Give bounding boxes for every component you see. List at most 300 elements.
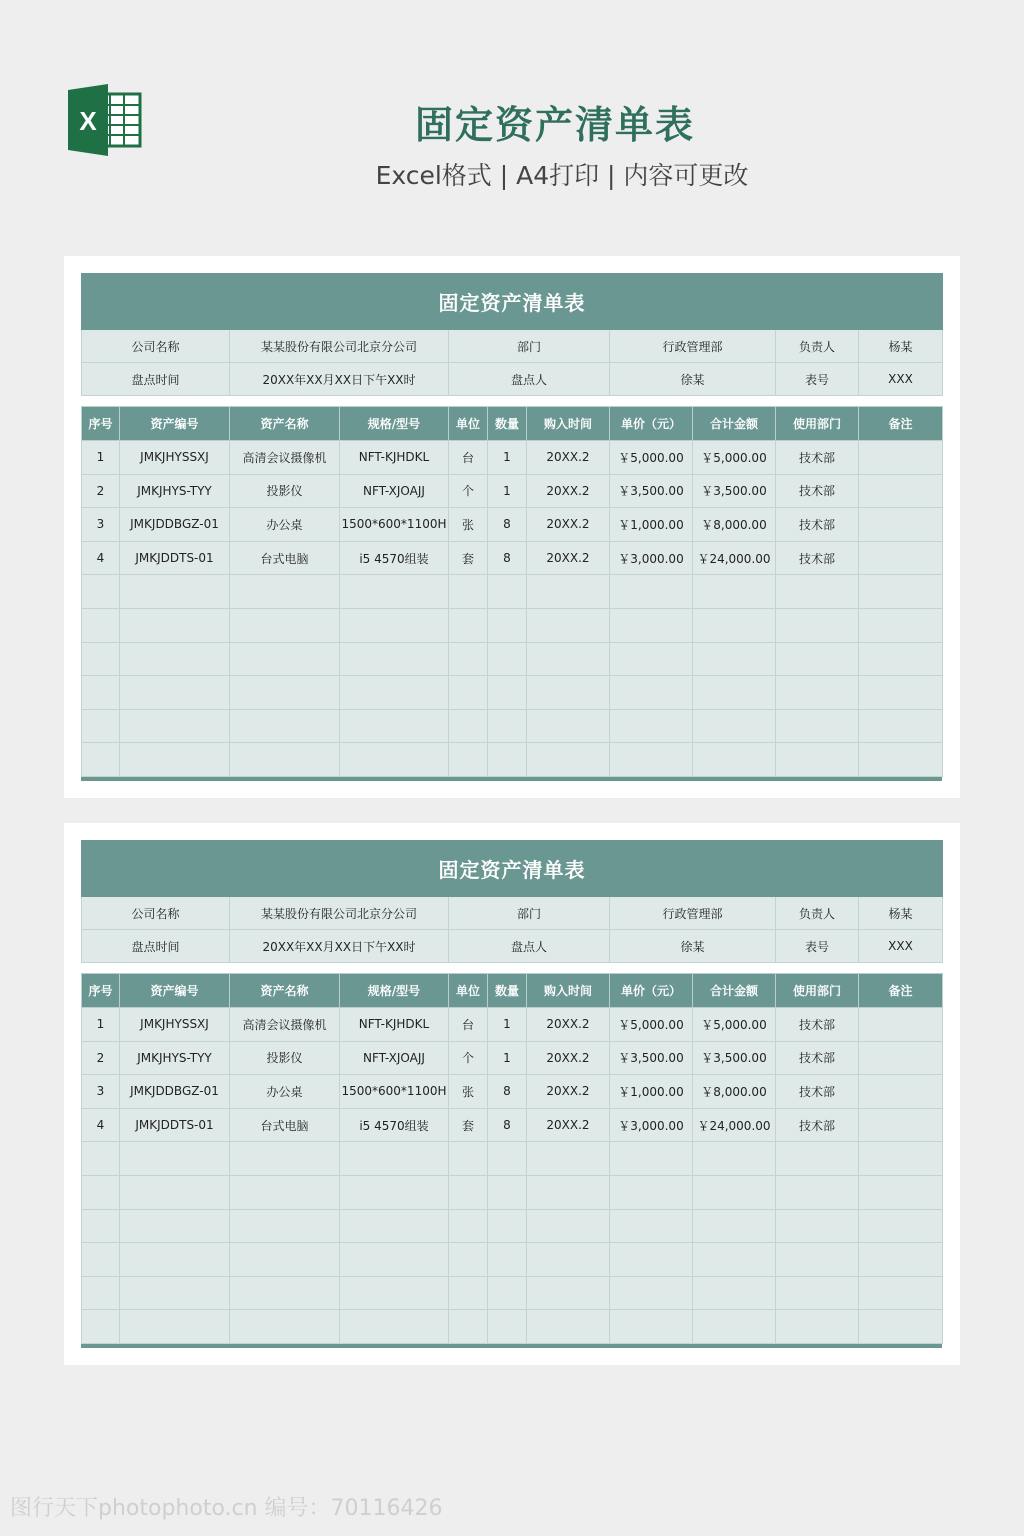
table-bottom-bar	[81, 1344, 942, 1348]
form-label: 表号	[776, 930, 859, 963]
column-header: 资产编号	[120, 974, 230, 1008]
table-cell[interactable]	[449, 1310, 488, 1344]
table-cell[interactable]	[859, 1310, 943, 1344]
company-label: 公司名称	[82, 897, 230, 930]
table-row	[82, 575, 943, 609]
table-cell[interactable]	[340, 1142, 449, 1176]
table-cell[interactable]	[776, 1209, 859, 1243]
table-cell[interactable]	[859, 508, 943, 542]
table-cell[interactable]	[859, 1075, 943, 1109]
column-header: 备注	[859, 407, 943, 441]
table-cell[interactable]	[527, 575, 610, 609]
table-cell[interactable]: NFT-XJOAJJ	[340, 474, 449, 508]
table-cell[interactable]	[82, 1142, 120, 1176]
table-cell[interactable]: NFT-KJHDKL	[340, 1008, 449, 1042]
sheet-card-2	[64, 823, 960, 1365]
time-value[interactable]: 20XX年XX月XX日下午XX时	[230, 363, 449, 396]
table-cell[interactable]: 投影仪	[230, 474, 340, 508]
table-cell[interactable]	[776, 1276, 859, 1310]
table-row	[82, 1209, 943, 1243]
table-cell[interactable]: 20XX.2	[527, 541, 610, 575]
table-cell[interactable]	[120, 642, 230, 676]
table-cell[interactable]	[449, 709, 488, 743]
table-cell[interactable]	[859, 1276, 943, 1310]
table-row	[82, 743, 943, 777]
table-cell[interactable]: ￥8,000.00	[693, 508, 776, 542]
table-cell[interactable]: 台式电脑	[230, 541, 340, 575]
table-cell[interactable]	[340, 1243, 449, 1277]
table-cell[interactable]: 1500*600*1100H	[340, 508, 449, 542]
table-cell[interactable]	[527, 709, 610, 743]
table-cell[interactable]: i5 4570组装	[340, 541, 449, 575]
info-table	[81, 273, 943, 396]
table-row	[82, 1008, 943, 1042]
table-cell[interactable]: 20XX.2	[527, 1041, 610, 1075]
column-header: 单位	[449, 407, 488, 441]
table-row	[82, 676, 943, 710]
table-cell[interactable]: 台式电脑	[230, 1108, 340, 1142]
table-cell[interactable]	[449, 1142, 488, 1176]
table-row	[82, 642, 943, 676]
dept-label: 部门	[449, 330, 610, 363]
table-cell[interactable]	[340, 1175, 449, 1209]
table-cell[interactable]	[610, 575, 693, 609]
table-cell[interactable]: 1	[488, 441, 527, 475]
table-row	[82, 1310, 943, 1344]
column-header: 单价（元）	[610, 407, 693, 441]
table-cell[interactable]	[776, 1142, 859, 1176]
table-cell[interactable]	[488, 743, 527, 777]
column-header: 购入时间	[527, 407, 610, 441]
table-cell[interactable]	[230, 1175, 340, 1209]
column-header: 备注	[859, 974, 943, 1008]
table-cell[interactable]: 张	[449, 508, 488, 542]
table-cell[interactable]	[859, 743, 943, 777]
table-cell[interactable]	[488, 1209, 527, 1243]
table-cell[interactable]	[693, 676, 776, 710]
table-cell[interactable]	[776, 709, 859, 743]
table-row	[82, 1108, 943, 1142]
table-cell[interactable]	[859, 474, 943, 508]
table-cell[interactable]	[230, 743, 340, 777]
table-cell[interactable]	[82, 1243, 120, 1277]
table-cell[interactable]	[610, 1209, 693, 1243]
table-cell[interactable]: 技术部	[776, 1108, 859, 1142]
table-cell[interactable]	[488, 709, 527, 743]
table-cell[interactable]	[449, 1243, 488, 1277]
table-cell[interactable]	[488, 1142, 527, 1176]
counter-label: 盘点人	[449, 930, 610, 963]
table-cell[interactable]: JMKJDDBGZ-01	[120, 508, 230, 542]
table-row	[82, 1041, 943, 1075]
table-cell[interactable]	[230, 676, 340, 710]
table-cell[interactable]	[693, 642, 776, 676]
table-cell[interactable]: 技术部	[776, 474, 859, 508]
table-row	[82, 508, 943, 542]
table-cell[interactable]	[449, 743, 488, 777]
table-row	[82, 1075, 943, 1109]
table-cell[interactable]: ￥3,500.00	[693, 474, 776, 508]
table-cell[interactable]	[610, 743, 693, 777]
sheet-title: 固定资产清单表	[82, 841, 943, 897]
column-header: 单位	[449, 974, 488, 1008]
table-row	[82, 1142, 943, 1176]
table-cell[interactable]: 技术部	[776, 1075, 859, 1109]
table-cell[interactable]	[449, 1175, 488, 1209]
table-cell[interactable]	[527, 608, 610, 642]
table-cell[interactable]	[82, 1276, 120, 1310]
table-bottom-bar	[81, 777, 942, 781]
table-cell[interactable]: 1	[82, 1008, 120, 1042]
table-cell[interactable]	[488, 1276, 527, 1310]
table-cell[interactable]: ￥3,500.00	[610, 474, 693, 508]
table-cell[interactable]	[693, 1310, 776, 1344]
form-label: 表号	[776, 363, 859, 396]
table-cell[interactable]	[527, 1243, 610, 1277]
table-cell[interactable]	[859, 1142, 943, 1176]
table-cell[interactable]	[340, 642, 449, 676]
table-cell[interactable]	[449, 1276, 488, 1310]
table-cell[interactable]: 8	[488, 541, 527, 575]
table-row	[82, 541, 943, 575]
table-cell[interactable]	[488, 676, 527, 710]
column-header: 资产编号	[120, 407, 230, 441]
table-cell[interactable]	[527, 1209, 610, 1243]
table-cell[interactable]: 技术部	[776, 508, 859, 542]
table-cell[interactable]	[859, 1175, 943, 1209]
table-row	[82, 441, 943, 475]
table-cell[interactable]	[527, 1175, 610, 1209]
table-cell[interactable]	[693, 1276, 776, 1310]
svg-text:X: X	[79, 106, 97, 136]
table-cell[interactable]	[120, 1276, 230, 1310]
table-cell[interactable]	[449, 1209, 488, 1243]
table-cell[interactable]: 技术部	[776, 1008, 859, 1042]
table-cell[interactable]: 1	[488, 1008, 527, 1042]
table-cell[interactable]	[340, 676, 449, 710]
table-cell[interactable]: 20XX.2	[527, 508, 610, 542]
sheet-title: 固定资产清单表	[82, 274, 943, 330]
table-cell[interactable]: 20XX.2	[527, 441, 610, 475]
table-cell[interactable]	[120, 608, 230, 642]
table-cell[interactable]	[610, 1142, 693, 1176]
table-cell[interactable]	[340, 709, 449, 743]
table-cell[interactable]	[859, 709, 943, 743]
sheet-1	[81, 273, 942, 781]
table-cell[interactable]	[120, 1209, 230, 1243]
table-cell[interactable]	[859, 1209, 943, 1243]
table-cell[interactable]: ￥24,000.00	[693, 541, 776, 575]
table-cell[interactable]	[527, 676, 610, 710]
table-cell[interactable]	[120, 1142, 230, 1176]
table-cell[interactable]	[120, 575, 230, 609]
table-cell[interactable]	[340, 1310, 449, 1344]
table-cell[interactable]: ￥24,000.00	[693, 1108, 776, 1142]
table-cell[interactable]: 个	[449, 474, 488, 508]
table-cell[interactable]	[230, 642, 340, 676]
table-cell[interactable]: ￥8,000.00	[693, 1075, 776, 1109]
table-cell[interactable]: JMKJHYS-TYY	[120, 1041, 230, 1075]
table-cell[interactable]	[449, 676, 488, 710]
table-cell[interactable]	[82, 575, 120, 609]
table-cell[interactable]	[120, 1243, 230, 1277]
company-value[interactable]: 某某股份有限公司北京分公司	[230, 330, 449, 363]
column-header: 规格/型号	[340, 974, 449, 1008]
table-cell[interactable]	[230, 1209, 340, 1243]
table-cell[interactable]: NFT-KJHDKL	[340, 441, 449, 475]
table-cell[interactable]: 20XX.2	[527, 1108, 610, 1142]
table-cell[interactable]	[859, 1041, 943, 1075]
column-header: 序号	[82, 407, 120, 441]
table-cell[interactable]: ￥5,000.00	[693, 1008, 776, 1042]
column-header: 合计金额	[693, 407, 776, 441]
table-cell[interactable]: 技术部	[776, 541, 859, 575]
table-cell[interactable]	[610, 1276, 693, 1310]
table-cell[interactable]	[859, 642, 943, 676]
table-cell[interactable]	[776, 676, 859, 710]
table-cell[interactable]: 8	[488, 508, 527, 542]
table-cell[interactable]	[82, 1175, 120, 1209]
table-cell[interactable]: 投影仪	[230, 1041, 340, 1075]
table-cell[interactable]	[693, 1243, 776, 1277]
table-cell[interactable]	[693, 1209, 776, 1243]
table-cell[interactable]	[859, 608, 943, 642]
counter-label: 盘点人	[449, 363, 610, 396]
owner-label: 负责人	[776, 330, 859, 363]
table-cell[interactable]	[120, 1310, 230, 1344]
watermark: 图行天下photophoto.cn 编号：70116426	[10, 1496, 443, 1521]
form-value[interactable]: XXX	[859, 363, 943, 396]
column-header: 单价（元）	[610, 974, 693, 1008]
table-cell[interactable]	[449, 575, 488, 609]
table-cell[interactable]	[776, 608, 859, 642]
table-cell[interactable]	[340, 1276, 449, 1310]
asset-table	[81, 973, 943, 1344]
column-header: 使用部门	[776, 974, 859, 1008]
table-cell[interactable]	[340, 1209, 449, 1243]
table-cell[interactable]: 3	[82, 1075, 120, 1109]
table-cell[interactable]	[610, 676, 693, 710]
table-cell[interactable]	[488, 1175, 527, 1209]
table-cell[interactable]	[610, 1175, 693, 1209]
table-cell[interactable]	[859, 441, 943, 475]
table-cell[interactable]: 办公桌	[230, 508, 340, 542]
table-row	[82, 1175, 943, 1209]
table-cell[interactable]: JMKJDDTS-01	[120, 541, 230, 575]
info-table	[81, 840, 943, 963]
table-cell[interactable]	[776, 743, 859, 777]
table-cell[interactable]	[776, 575, 859, 609]
table-cell[interactable]	[527, 1276, 610, 1310]
table-cell[interactable]	[693, 1142, 776, 1176]
table-cell[interactable]	[340, 608, 449, 642]
table-cell[interactable]	[693, 575, 776, 609]
table-cell[interactable]: ￥1,000.00	[610, 1075, 693, 1109]
table-cell[interactable]	[82, 642, 120, 676]
table-cell[interactable]: 4	[82, 541, 120, 575]
counter-value[interactable]: 徐某	[610, 930, 776, 963]
table-cell[interactable]	[449, 642, 488, 676]
table-cell[interactable]	[527, 743, 610, 777]
page-subtitle: Excel格式 | A4打印 | 内容可更改	[375, 161, 749, 190]
table-cell[interactable]	[693, 709, 776, 743]
table-row	[82, 608, 943, 642]
table-cell[interactable]: JMKJHYSSXJ	[120, 1008, 230, 1042]
table-cell[interactable]	[776, 1310, 859, 1344]
table-cell[interactable]	[776, 642, 859, 676]
sheet-2	[81, 840, 942, 1348]
table-cell[interactable]	[449, 608, 488, 642]
table-cell[interactable]	[230, 575, 340, 609]
table-cell[interactable]: ￥3,500.00	[693, 1041, 776, 1075]
table-cell[interactable]: 1500*600*1100H	[340, 1075, 449, 1109]
table-cell[interactable]	[693, 608, 776, 642]
column-header: 合计金额	[693, 974, 776, 1008]
table-cell[interactable]	[859, 1008, 943, 1042]
table-cell[interactable]	[610, 1243, 693, 1277]
table-cell[interactable]	[488, 642, 527, 676]
table-cell[interactable]: 高清会议摄像机	[230, 1008, 340, 1042]
table-cell[interactable]: 套	[449, 1108, 488, 1142]
owner-value[interactable]: 杨某	[859, 897, 943, 930]
table-cell[interactable]	[693, 743, 776, 777]
table-cell[interactable]: 台	[449, 1008, 488, 1042]
table-cell[interactable]: 1	[488, 474, 527, 508]
table-cell[interactable]	[230, 1276, 340, 1310]
table-cell[interactable]	[82, 743, 120, 777]
column-header: 规格/型号	[340, 407, 449, 441]
table-cell[interactable]	[610, 608, 693, 642]
table-cell[interactable]: 20XX.2	[527, 474, 610, 508]
company-label: 公司名称	[82, 330, 230, 363]
table-cell[interactable]	[859, 676, 943, 710]
table-cell[interactable]	[859, 1108, 943, 1142]
table-cell[interactable]	[82, 676, 120, 710]
table-cell[interactable]	[488, 608, 527, 642]
table-cell[interactable]: ￥5,000.00	[610, 1008, 693, 1042]
table-cell[interactable]	[82, 1310, 120, 1344]
table-cell[interactable]: i5 4570组装	[340, 1108, 449, 1142]
table-cell[interactable]: 20XX.2	[527, 1075, 610, 1109]
table-cell[interactable]: 台	[449, 441, 488, 475]
time-label: 盘点时间	[82, 363, 230, 396]
table-cell[interactable]: JMKJHYS-TYY	[120, 474, 230, 508]
table-cell[interactable]	[527, 642, 610, 676]
table-cell[interactable]	[230, 608, 340, 642]
table-cell[interactable]: 1	[488, 1041, 527, 1075]
table-cell[interactable]	[859, 575, 943, 609]
column-header: 资产名称	[230, 407, 340, 441]
table-cell[interactable]: 办公桌	[230, 1075, 340, 1109]
table-cell[interactable]: 8	[488, 1075, 527, 1109]
table-cell[interactable]	[230, 709, 340, 743]
sheet-card-1	[64, 256, 960, 798]
table-cell[interactable]	[82, 709, 120, 743]
dept-label: 部门	[449, 897, 610, 930]
column-header: 数量	[488, 974, 527, 1008]
table-cell[interactable]	[859, 1243, 943, 1277]
table-cell[interactable]	[610, 642, 693, 676]
table-cell[interactable]: 张	[449, 1075, 488, 1109]
dept-value[interactable]: 行政管理部	[610, 330, 776, 363]
table-cell[interactable]: 个	[449, 1041, 488, 1075]
table-cell[interactable]	[527, 1310, 610, 1344]
table-cell[interactable]	[693, 1175, 776, 1209]
table-cell[interactable]	[776, 1243, 859, 1277]
table-cell[interactable]	[230, 1243, 340, 1277]
company-value[interactable]: 某某股份有限公司北京分公司	[230, 897, 449, 930]
table-cell[interactable]: 3	[82, 508, 120, 542]
table-cell[interactable]: ￥3,000.00	[610, 541, 693, 575]
table-cell[interactable]: ￥3,000.00	[610, 1108, 693, 1142]
table-cell[interactable]	[527, 1142, 610, 1176]
table-cell[interactable]: ￥3,500.00	[610, 1041, 693, 1075]
time-label: 盘点时间	[82, 930, 230, 963]
table-cell[interactable]: 4	[82, 1108, 120, 1142]
table-cell[interactable]	[340, 575, 449, 609]
table-cell[interactable]	[120, 709, 230, 743]
table-cell[interactable]: 高清会议摄像机	[230, 441, 340, 475]
form-value[interactable]: XXX	[859, 930, 943, 963]
table-cell[interactable]	[610, 1310, 693, 1344]
table-cell[interactable]: JMKJHYSSXJ	[120, 441, 230, 475]
table-cell[interactable]	[610, 709, 693, 743]
column-header: 资产名称	[230, 974, 340, 1008]
dept-value[interactable]: 行政管理部	[610, 897, 776, 930]
table-cell[interactable]: ￥1,000.00	[610, 508, 693, 542]
table-cell[interactable]	[120, 676, 230, 710]
table-cell[interactable]	[488, 575, 527, 609]
table-row	[82, 709, 943, 743]
table-cell[interactable]	[82, 1209, 120, 1243]
table-cell[interactable]: NFT-XJOAJJ	[340, 1041, 449, 1075]
column-header: 使用部门	[776, 407, 859, 441]
table-row	[82, 1243, 943, 1277]
table-cell[interactable]: ￥5,000.00	[693, 441, 776, 475]
table-cell[interactable]	[82, 608, 120, 642]
column-header: 购入时间	[527, 974, 610, 1008]
table-cell[interactable]: JMKJDDBGZ-01	[120, 1075, 230, 1109]
table-cell[interactable]	[776, 1175, 859, 1209]
column-header: 序号	[82, 974, 120, 1008]
table-cell[interactable]	[859, 541, 943, 575]
table-cell[interactable]: JMKJDDTS-01	[120, 1108, 230, 1142]
table-cell[interactable]: 2	[82, 1041, 120, 1075]
table-cell[interactable]	[230, 1142, 340, 1176]
time-value[interactable]: 20XX年XX月XX日下午XX时	[230, 930, 449, 963]
table-cell[interactable]: 技术部	[776, 441, 859, 475]
table-cell[interactable]: 2	[82, 474, 120, 508]
owner-label: 负责人	[776, 897, 859, 930]
asset-table	[81, 406, 943, 777]
table-cell[interactable]	[488, 1243, 527, 1277]
table-cell[interactable]: 8	[488, 1108, 527, 1142]
table-cell[interactable]	[340, 743, 449, 777]
page-title: 固定资产清单表	[414, 103, 695, 147]
table-cell[interactable]: 技术部	[776, 1041, 859, 1075]
table-cell[interactable]	[230, 1310, 340, 1344]
table-cell[interactable]: 1	[82, 441, 120, 475]
table-cell[interactable]	[120, 743, 230, 777]
counter-value[interactable]: 徐某	[610, 363, 776, 396]
table-cell[interactable]	[488, 1310, 527, 1344]
table-cell[interactable]: 20XX.2	[527, 1008, 610, 1042]
table-cell[interactable]: ￥5,000.00	[610, 441, 693, 475]
owner-value[interactable]: 杨某	[859, 330, 943, 363]
table-cell[interactable]	[120, 1175, 230, 1209]
table-cell[interactable]: 套	[449, 541, 488, 575]
column-header: 数量	[488, 407, 527, 441]
